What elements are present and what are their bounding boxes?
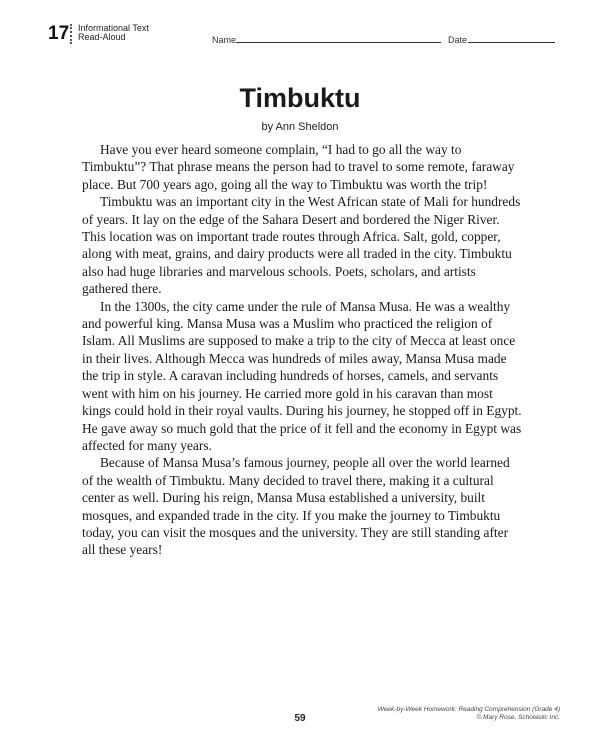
page-header bbox=[0, 0, 600, 50]
credit-line-2: © Mary Rose, Scholastic Inc. bbox=[476, 714, 560, 721]
header-divider bbox=[70, 24, 76, 44]
name-label: Name bbox=[212, 35, 237, 45]
footer-credit bbox=[378, 706, 560, 722]
article-body bbox=[82, 141, 522, 559]
category-line-2: Read-Aloud bbox=[78, 32, 126, 42]
lesson-number: 17 bbox=[48, 23, 70, 44]
name-field[interactable] bbox=[212, 35, 236, 45]
lesson-category bbox=[78, 24, 149, 42]
paragraph-3: In the 1300s, the city came under the rule of Mansa Musa. He was a wealthy and powerful king. Mansa Musa was a Muslim who practiced the religion of Islam. All Muslims are supposed to make a trip to the city of Mecca at least once in their lives. Although Mecca was hundreds of miles away, Mansa Musa made the trip in style. A caravan including hundreds of horses, camels, and servants went with him on his journey. He carried more gold in his caravan than most kings could hold in their royal vaults. During his journey, he stopped off in Egypt. He gave away so much gold that the price of it fell and the economy in Egypt was affected for many years. bbox=[82, 298, 522, 453]
paragraph-2: Timbuktu was an important city in the West African state of Mali for hundreds of years. It lay on the edge of the Sahara Desert and bordered the Niger River. This location was on important trade routes through Africa. Salt, gold, copper, along with meat, grains, and dairy products were all traded in the city. Timbuktu also had huge libraries and marvelous schools. Poets, scholars, and artists gathered there. bbox=[82, 194, 521, 297]
date-label: Date bbox=[448, 35, 468, 45]
article-title: Timbuktu bbox=[239, 83, 361, 113]
category-line-1: Informational Text bbox=[78, 23, 149, 33]
page-number: 59 bbox=[294, 713, 306, 724]
credit-line-1: Week-by-Week Homework: Reading Comprehension (Grade 4) bbox=[377, 706, 560, 713]
date-field[interactable] bbox=[448, 35, 467, 45]
name-line[interactable] bbox=[236, 42, 441, 43]
paragraph-4: Because of Mansa Musa’s famous journey, people all over the world learned of the wealth of Timbuktu. Many decided to travel there, making it a cultural center as well. During his reign, Mansa Musa established a university, built mosques, and expanded trade in the city. If you make the journey to Timbuktu today, you can visit the mosques and the university. They are still standing after all these years! bbox=[82, 455, 510, 558]
paragraph-1: Have you ever heard someone complain, “I had to go all the way to Timbuktu”? That phrase means the person had to travel to some remote, faraway place. But 700 years ago, going all the way to Timbuktu was worth the trip! bbox=[82, 142, 515, 192]
date-line[interactable] bbox=[468, 42, 555, 43]
article-byline: by Ann Sheldon bbox=[261, 121, 339, 133]
